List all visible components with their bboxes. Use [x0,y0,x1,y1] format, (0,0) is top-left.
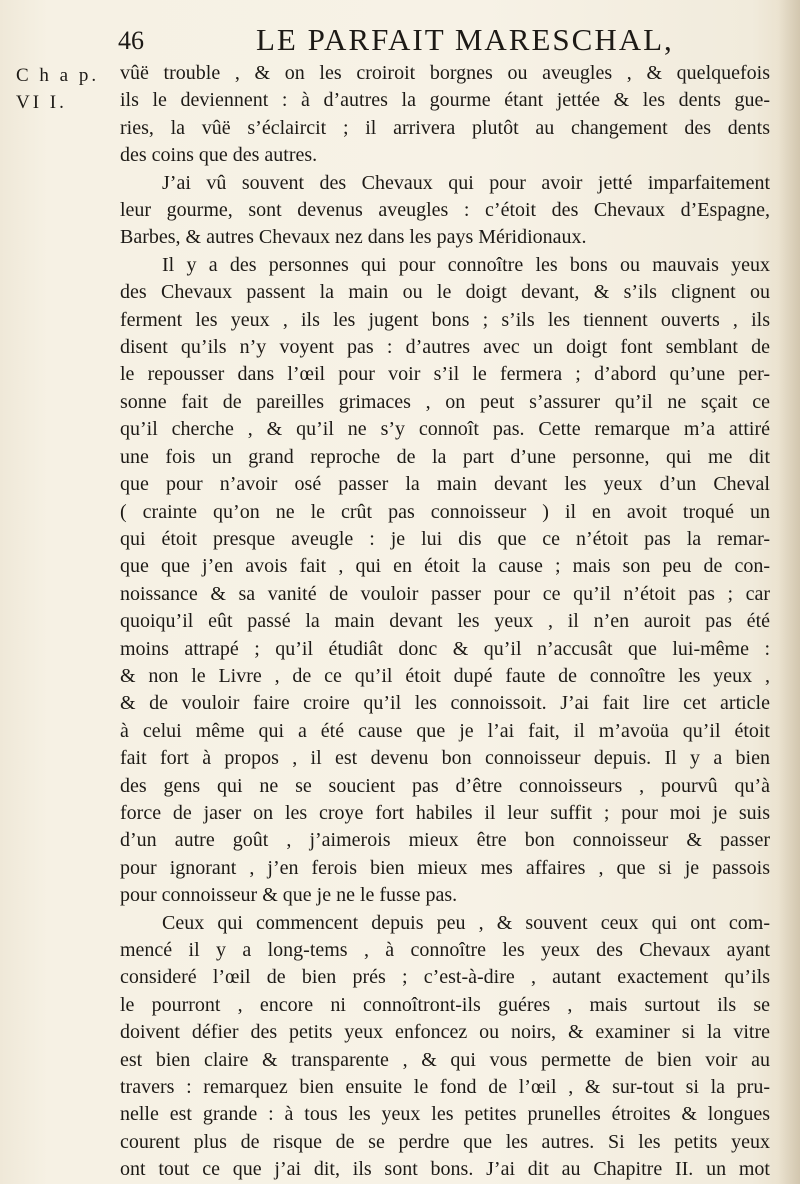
text-line: des Chevaux passent la main ou le doigt devant, & s’ils clignent ou [120,281,770,304]
text-line: que que j’en avois fait , qui en étoit la cause ; mais son peu de con- [120,555,770,578]
chapter-margin-note [16,62,116,117]
body-text [120,60,770,1184]
chapter-number: VI I. [16,92,67,114]
text-line: qu’il cherche , & qu’il ne s’y connoît pas. Cette remarque m’a attiré [120,418,770,441]
running-title: LE PARFAIT MARESCHAL, [256,22,674,57]
text-line: le pourront , encore ni connoîtront-ils guéres , mais surtout ils se [120,993,770,1016]
text-line: doivent défier des petits yeux enfoncez ou noirs, & examiner si la vitre [120,1021,770,1044]
text-line: à celui même qui a été cause que je l’ai fait, il m’avoüa qu’il étoit [120,719,770,742]
text-line: Ceux qui commencent depuis peu , & souvent ceux qui ont com- [162,911,770,934]
text-line: disent qu’ils n’y voyent pas : d’autres avec un doigt font semblant de [120,336,770,359]
text-line: vûë trouble , & on les croiroit borgnes ou aveugles , & quelquefois [120,62,770,84]
text-line: que pour n’avoir osé passer la main devant les yeux d’un Cheval [120,473,770,496]
text-line: ils le deviennent : à d’autres la gourme étant jettée & les dents gue- [120,89,770,112]
text-line: Barbes, & autres Chevaux nez dans les pays Méridionaux. [120,226,587,249]
text-line: pour connoisseur & que je ne le fusse pas. [120,884,458,907]
text-line: & non le Livre , de ce qu’il étoit dupé faute de connoître les yeux , [120,664,770,687]
text-line: d’un autre goût , j’aimerois mieux être bon connoisseur & passer [120,829,770,852]
text-line: fait fort à propos , il est devenu bon connoisseur depuis. Il y a bien [120,747,770,770]
text-line: J’ai vû souvent des Chevaux qui pour avoir jetté imparfaitement [162,171,770,194]
text-line: une fois un grand reproche de la part d’une personne, qui me dit [120,445,770,468]
chapter-label: C h a p. [16,65,100,86]
text-line: consideré l’œil de bien prés ; c’est-à-dire , autant exactement qu’ils [120,966,770,989]
page-edge-shadow [778,0,800,1184]
text-line: est bien claire & transparente , & qui vous permette de bien voir au [120,1048,770,1071]
text-line: courent plus de risque de se perdre que les autres. Si les petits yeux [120,1130,770,1153]
text-line: ( crainte qu’on ne le crût pas connoisseur ) il en avoit troqué un [120,500,770,523]
text-line: & de vouloir faire croire qu’il les connoissoit. J’ai fait lire cet article [120,692,770,715]
text-line: mencé il y a long-tems , à connoître les yeux des Chevaux ayant [120,939,770,961]
text-line: des coins que des autres. [120,144,318,167]
text-line: ont tout ce que j’ai dit, ils sont bons. J’ai dit au Chapitre II. un mot [120,1158,770,1181]
text-line: force de jaser on les croye fort habiles il leur suffit ; pour moi je suis [120,801,770,824]
text-line: Il y a des personnes qui pour connoître les bons ou mauvais yeux [162,253,770,276]
text-line: des gens qui ne se soucient pas d’être connoisseurs , pourvû qu’à [120,774,770,797]
text-line: travers : remarquez bien ensuite le fond de l’œil , & sur-tout si la pru- [120,1076,770,1099]
text-line: nelle est grande : à tous les yeux les petites prunelles étroites & longues [120,1103,770,1126]
text-line: pour ignorant , j’en ferois bien mieux mes affaires , que si je passois [120,856,770,879]
text-line: le repousser dans l’œil pour voir s’il le fermera ; d’abord qu’une per- [120,363,770,386]
text-line: qui étoit presque aveugle : je lui dis que ce n’étoit pas la remar- [120,527,770,550]
text-line: quoiqu’il eût passé la main devant les yeux , il n’en auroit pas été [120,610,770,633]
text-line: ferment les yeux , ils les jugent bons ; s’ils les tiennent ouverts , ils [120,308,770,331]
running-head [118,20,678,60]
text-line: moins attrapé ; qu’il étudiât donc & qu’il n’accusât que lui-même : [120,637,770,660]
text-line: sonne fait de pareilles grimaces , on peut s’assurer qu’il ne sçait ce [120,390,770,413]
text-line: noissance & sa vanité de vouloir passer pour ce qu’il n’étoit pas ; car [120,582,770,605]
text-line: leur gourme, sont devenus aveugles : c’étoit des Chevaux d’Espagne, [120,199,770,222]
page-number: 46 [118,26,144,55]
text-line: ries, la vûë s’éclaircit ; il arrivera plutôt au changement des dents [120,116,770,139]
